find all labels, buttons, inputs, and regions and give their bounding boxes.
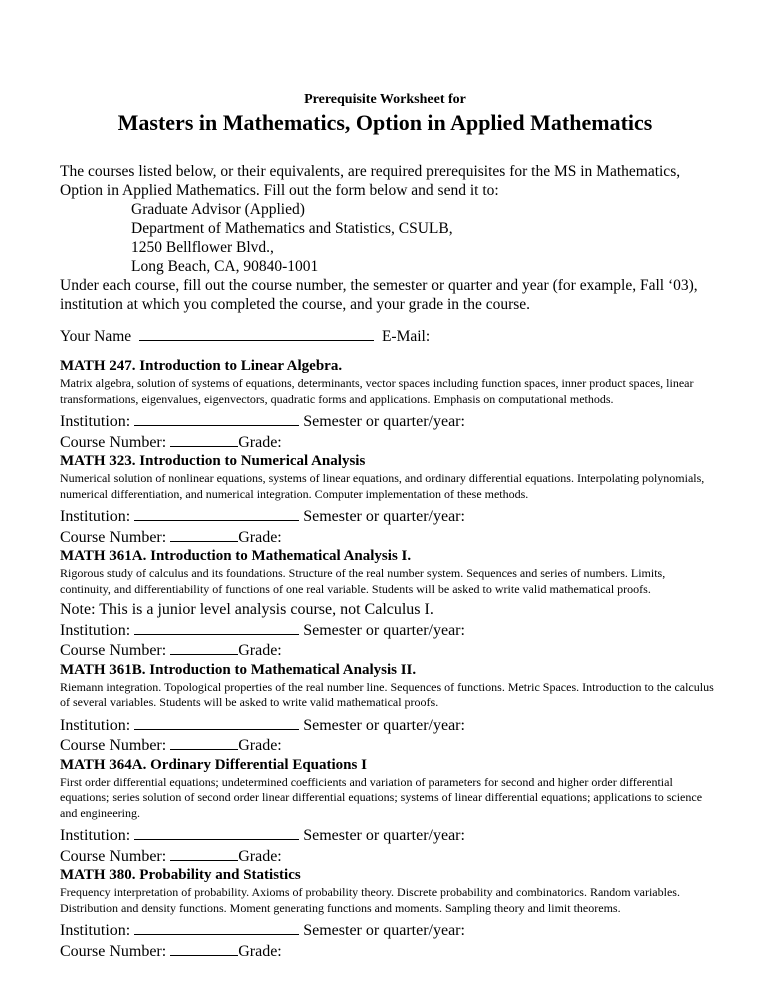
name-email-row: [60, 326, 710, 346]
name-field[interactable]: [139, 326, 374, 341]
institution-row: [60, 920, 715, 941]
pre-title: Prerequisite Worksheet for: [304, 92, 466, 107]
course-block: [60, 452, 715, 547]
semester-label: Semester or quarter/year:: [303, 922, 465, 939]
course-block: [60, 756, 715, 867]
course-block: [60, 661, 715, 756]
grade-label: Grade:: [238, 433, 282, 451]
grade-label: Grade:: [238, 737, 282, 754]
course-number-label: Course Number:: [60, 433, 167, 451]
institution-field[interactable]: [134, 920, 299, 935]
course-title: MATH 361A. Introduction to Mathematical Analysis I.: [60, 548, 412, 564]
course-number-label: Course Number:: [60, 528, 167, 546]
course-number-row: [60, 941, 715, 962]
address-line: Long Beach, CA, 90840-1001: [131, 258, 319, 275]
institution-row: [60, 620, 715, 641]
name-label: Your Name: [60, 328, 132, 345]
course-number-row: [60, 640, 715, 661]
course-note: Note: This is a junior level analysis course, not Calculus I.: [60, 601, 434, 618]
institution-field[interactable]: [134, 620, 299, 635]
institution-field[interactable]: [134, 506, 299, 521]
course-list: [60, 357, 715, 961]
institution-row: [60, 825, 715, 846]
course-number-label: Course Number:: [60, 737, 167, 754]
grade-label: Grade:: [238, 642, 282, 659]
course-number-row: [60, 527, 715, 548]
course-title: MATH 247. Introduction to Linear Algebra.: [60, 358, 343, 374]
institution-label: Institution:: [60, 621, 131, 639]
intro-paragraph: The courses listed below, or their equivalents, are required prerequisites for the MS in Mathematics, Option in Applied Mathematics. Fill out the form below and send it to:: [60, 163, 681, 199]
course-title: MATH 323. Introduction to Numerical Analysis: [60, 453, 366, 469]
course-number-row: [60, 846, 715, 867]
course-block: [60, 866, 715, 961]
course-number-row: [60, 432, 715, 453]
course-number-label: Course Number:: [60, 847, 167, 865]
course-description: Rigorous study of calculus and its foundations. Structure of the real number system. Sequences and series of numbers. Limits, continuity, and differentiability of functions of one real variable. Students will be asked to write valid mathematical proofs.: [60, 566, 666, 596]
address-line: Department of Mathematics and Statistics, CSULB,: [131, 220, 453, 237]
course-number-field[interactable]: [170, 941, 238, 956]
course-description: Numerical solution of nonlinear equations, systems of linear equations, and ordinary differential equations. Interpolating polynomials, numerical differentiation, and numerical integration. Computer implementation of these methods.: [60, 471, 705, 501]
grade-label: Grade:: [238, 528, 282, 546]
institution-field[interactable]: [134, 411, 299, 426]
grade-label: Grade:: [238, 942, 282, 960]
course-number-label: Course Number:: [60, 642, 167, 659]
course-number-field[interactable]: [170, 640, 238, 655]
course-number-field[interactable]: [170, 846, 238, 861]
course-description: Frequency interpretation of probability. Axioms of probability theory. Discrete probability and combinatorics. Random variables. Distribution and density functions. Moment generating functions and moments. Sampling theory and limit theorems.: [60, 885, 680, 915]
email-label: E-Mail:: [381, 328, 431, 345]
intro-text: [60, 162, 710, 314]
address-line: Graduate Advisor (Applied): [131, 201, 305, 218]
semester-label: Semester or quarter/year:: [303, 827, 465, 844]
course-description: Matrix algebra, solution of systems of equations, determinants, vector spaces including function spaces, inner product spaces, linear transformations, eigenvalues, eigenvectors, quadratic forms and applications. Emphasis on computational methods.: [60, 376, 694, 406]
grade-label: Grade:: [238, 847, 282, 865]
institution-field[interactable]: [134, 715, 299, 730]
semester-label: Semester or quarter/year:: [303, 413, 465, 430]
course-number-field[interactable]: [170, 735, 238, 750]
course-number-field[interactable]: [170, 432, 238, 447]
course-block: [60, 547, 715, 661]
address-line: 1250 Bellflower Blvd.,: [131, 239, 274, 256]
semester-label: Semester or quarter/year:: [303, 508, 465, 525]
page-title: Masters in Mathematics, Option in Applied Mathematics: [117, 110, 653, 135]
course-description: First order differential equations; undetermined coefficients and variation of parameters for second and higher order differential equations; series solution of second order linear differential equations; systems of linear differential equations; applications to science and engineering.: [60, 774, 703, 820]
institution-label: Institution:: [60, 413, 131, 430]
course-number-row: [60, 735, 715, 756]
semester-label: Semester or quarter/year:: [303, 716, 465, 734]
course-title: MATH 361B. Introduction to Mathematical Analysis II.: [60, 661, 417, 678]
course-title: MATH 364A. Ordinary Differential Equations I: [60, 756, 367, 773]
institution-label: Institution:: [60, 827, 131, 844]
institution-field[interactable]: [134, 825, 299, 840]
instructions-paragraph: Under each course, fill out the course number, the semester or quarter and year (for example, Fall ‘03), institution at which you completed the course, and your grade in the course.: [60, 277, 698, 313]
institution-label: Institution:: [60, 716, 131, 734]
institution-row: [60, 715, 715, 736]
institution-label: Institution:: [60, 922, 131, 939]
institution-label: Institution:: [60, 508, 131, 525]
course-number-field[interactable]: [170, 527, 238, 542]
semester-label: Semester or quarter/year:: [303, 621, 465, 639]
course-number-label: Course Number:: [60, 942, 167, 960]
institution-row: [60, 411, 715, 432]
course-block: [60, 357, 715, 452]
institution-row: [60, 506, 715, 527]
course-title: MATH 380. Probability and Statistics: [60, 867, 301, 883]
course-description: Riemann integration. Topological properties of the real number line. Sequences of functions. Metric Spaces. Introduction to the calculus of several variables. Students will be asked to write valid mathematical proofs.: [60, 679, 714, 709]
